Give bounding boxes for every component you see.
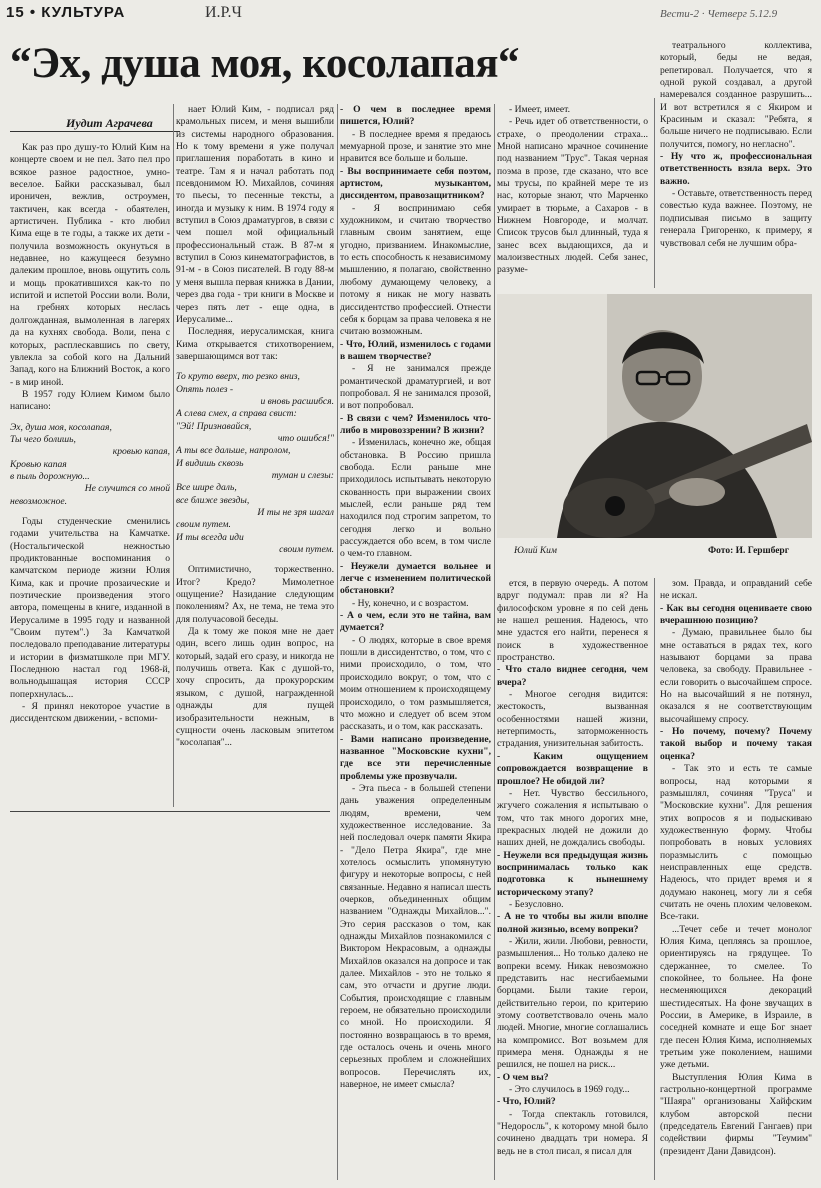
article-paragraph: - Тогда спектакль готовился, "Недоросль", к которому мной было сочинено двадцать три номера. Я ведь не в стол писал, я писал для	[497, 1108, 648, 1157]
interview-question: - Вы воспринимаете себя поэтом, артистом, музыкантом, диссидентом, правозащитником?	[340, 165, 491, 202]
article-paragraph: театрального коллектива, который, беды не ведая, репетировал. Получается, что я одной рукой создавал, а другой намеревался созданное разрушить... И вот встретился я с Якиром и Красиным и сказал: "Ребята, я больше ничего не подписываю. Если получится, помогу, но негласно".	[660, 40, 812, 150]
poem-line: И видишь сквозь	[176, 457, 244, 469]
poem-line: своим путем.	[176, 519, 231, 531]
article-paragraph: - Безусловно.	[509, 898, 564, 910]
handwritten-note: И.Р.Ч	[205, 4, 242, 21]
interview-question: - А не то чтобы вы жили вполне полной жизнью, всему вопреки?	[497, 911, 648, 935]
column-divider	[494, 104, 495, 1180]
article-paragraph: - Так это и есть те самые вопросы, над которыми я размышлял, сочиняя "Труса" и "Московские кухни". Для решения этих вопросов я и подыскиваю художественную форму. Чтобы попробовать в новых условиях поразмыслить с помощью неисправленных еще средств. Надеюсь, что придет время и я додумаю наконец, могу ли я себя считать не очень плохим человеком. Все-таки.	[660, 763, 812, 923]
poem-line: что ошибся!"	[277, 432, 334, 444]
article-paragraph: Как раз про душу-то Юлий Ким на концерте своем и не пел. Зато пел про всякое разное радостное, умно-веселое. Байки рассказывал, был ироничен, вежлив, остроумен, тактичен, как всегда - обаятелен, артистичен. Публика - кто любил Кима еще в те годы, а также их дети - получила возможность окунуться в недавнее, но кажущееся безумно далеким прошлое, вновь ощутить соль и мощь прокатившихся как-то по испитой и испетой России воли. Воли, на гребнях которых неслась долгожданная, вымоленная в лагерях да на кухнях свобода. Воли, пена с которых, расплескавшись по свету, увлекла за собой кого на Дальний Запад, кого на Ближний Восток, а кого - в мир иной.	[10, 142, 170, 388]
article-paragraph: Годы студенческие сменились годами учительства на Камчатке. (Ностальгической нежностью продиктованные воспоминания о камчатском периоде жизни Юлия Кима, как и прочие прозаические и поэтические произведения этого автора, помещены в книге, изданной в Иерусалиме в 1995 году и названной "Своим путем".) За Камчаткой последовало преподавание литературы и истории в физматшколе при МГУ. Последнюю настал год 1968-й, вольнодышащая история СССР поперхнулась...	[10, 515, 170, 700]
article-paragraph: В 1957 году Юлием Кимом было написано:	[10, 388, 170, 413]
interview-question: - О чем в последнее время пишется, Юлий?	[340, 104, 491, 128]
paragraph-spacer	[176, 363, 334, 371]
yuliy-kim-photo	[497, 294, 812, 538]
article-paragraph: - Я воспринимаю себя художником, и считаю творчество главным своим занятием, еще угодно, призванием. Инакомыслие, то есть способность к независимому мышлению, я полагаю, свойственно любому думающему человеку, а потому я никак не могу назвать диссидентство профессией. Отнести себя к борцам за права человека я не считаю возможным.	[340, 202, 491, 338]
article-column-4-bottom	[497, 578, 648, 1180]
article-paragraph: Да к тому же покоя мне не дает один, всего лишь один вопрос, на который, задай его сразу, и никогда не получишь ответа. Как с душой-то, хочу спросить, да прокурорским языком, с душой, награжденной однажды для пущей изобразительности нежным, в сущности очень ласковым эпитетом "косолапая"...	[176, 626, 334, 749]
interview-question: - Что стало виднее сегодня, чем вчера?	[497, 664, 648, 688]
poem-line: И ты не зря шагал	[257, 507, 334, 518]
interview-question: - Вами написано произведение, названное "Московские кухни", где все эти перечисленные проблемы уже прозвучали.	[340, 733, 491, 782]
article-paragraph: - Речь идет об ответственности, о страхе, о преодолении страха... Мной написано мрачное сочинение под названием "Трус". Такая черная поэма в прозе, где сказано, что все мы трусы, по крайней мере те из нас, которые знают, что Марченко умирает в тюрьме, а Сахаров - в Нижнем Новгороде, и молчат. Список трусов был длинный, туда я занес всех выдающихся, да и малоизвестных людей. Себя занес, разуме-	[497, 116, 648, 276]
article-author: Иудит Аграчева	[66, 116, 153, 130]
author-divider	[10, 131, 180, 132]
poem-line: А слева смех, а справа свист:	[176, 408, 297, 420]
article-paragraph: - Я не занимался прежде романтической драматургией, и вот попробовал. Я не занимался прозой, и вот попробовал.	[340, 363, 491, 412]
article-column-1	[10, 142, 170, 807]
column-divider	[173, 104, 174, 807]
paragraph-spacer	[176, 556, 334, 564]
column-divider	[654, 98, 655, 288]
article-paragraph: нает Юлий Ким, - подписал ряд крамольных писем, и меня вышибли из системы народного образования. Но к тому времени я уже получал приглашения поработать в кино и театре. Там я и начал работать под псевдонимом Ю. Михайлов, сочиняя то пьесы, то песенные тексты, а иногда и музыку к ним. В 1974 году я вступил в Союз драматургов, в связи с чем пошел мой официальный профессиональный стаж. В 87-м я вступил в Союз кинематографистов, в 91-м - в Союз писателей. В году 88-м у меня вышла первая книжка в Дании, через два года - три книги в Москве и через пять лет - еще одна, в Иерусалиме...	[176, 104, 334, 325]
article-paragraph: ется, в первую очередь. А потом вдруг подумал: прав ли я? На философском уровне я по сей день не нашел решения. Надеюсь, что мне удастся его найти, перенеся я поиск в художественное пространство.	[497, 578, 648, 664]
article-paragraph: - Имеет, имеет.	[509, 104, 570, 115]
guitarist-illustration	[497, 294, 812, 538]
article-column-2	[176, 104, 334, 807]
interview-question: - Что, Юлий, изменилось с годами в вашем творчестве?	[340, 338, 491, 362]
poem-line: А ты все дальше, напролом,	[176, 445, 291, 457]
page-number: 15 • КУЛЬТУРА	[6, 4, 126, 21]
interview-question: - Ну что ж, профессиональная ответственность взяла верх. Это важно.	[660, 151, 812, 187]
article-column-5-bottom	[660, 578, 812, 1180]
poem-line: Не случится со мной	[84, 483, 170, 495]
page-header	[0, 0, 821, 34]
interview-question: - А о чем, если это не тайна, вам думается?	[340, 610, 491, 634]
poem-line: невозможное.	[10, 495, 68, 507]
poem-line: все ближе звезды,	[176, 494, 250, 506]
article-paragraph: Последняя, иерусалимская, книга Кима открывается стихотворением, завершающимся вот так:	[176, 326, 334, 362]
article-column-5-top	[660, 40, 812, 288]
photo-credit: Фото: И. Гершберг	[708, 546, 790, 556]
column-divider	[337, 104, 338, 1180]
poem-line: Ты чего болишь,	[10, 433, 76, 445]
article-paragraph: - В последнее время я предаюсь мемуарной прозе, и занятие это мне нравится все больше и больше.	[340, 128, 491, 165]
article-paragraph: - Эта пьеса - в большей степени дань уважения определенным людям, времени, чем художественное исследование. За ней последовал очерк памяти Якира - "Дело Петра Якира", где мне хотелось осмыслить упомянутую фигуру и некоторые вопросы, с ней связанные. Недавно я написал шесть очерков, объединенных общим названием "Однажды Михайлов...". Это серия рассказов о том, как однажды Михайлов познакомился с Виктором Некрасовым, а однажды Михайлов оказался на допросе и так далее. Михайлов - это не только я сам, это отчасти и другие люди. События, происходящие с главным героем, не обязательно происходили со мной. Но происходили. Я постоянно возвращаюсь в то время, где осталось очень и очень много серьезных проблем и сложнейших вопросов. Перечислять их, наверное, не имеет смысла?	[340, 782, 491, 1091]
article-paragraph: - Нет. Чувство бессильного, жгучего сожаления я испытываю о том, что так много дорогих мне, прекрасных людей не дожили до наших дней, не дождались свободы.	[497, 787, 648, 849]
interview-question: - В связи с чем? Изменилось что-либо в мировоззрении? В жизни?	[340, 412, 491, 436]
article-paragraph: зом. Правда, и оправданий себе не искал.	[660, 578, 812, 602]
article-paragraph: ...Течет себе и течет монолог Юлия Кима, цепляясь за прошлое, ориентируясь на грядущее. То сдержаннее, то смелее. То спокойнее, то больнее. На фоне несменяющихся декораций шестидесятых. На фоне звучащих в России, в Америке, в Израиле, в соседней комнате и еще Бог знает где песен Юлия Кима, исполняемых третьим уже поколением, нашими уже детьми.	[660, 923, 812, 1071]
column-divider	[654, 578, 655, 1180]
article-paragraph: Оптимистично, торжественно. Итог? Кредо? Мимолетное ощущение? Назидание следующим поколениям? Ах, не тема, не тема это для получасовой беседы.	[176, 564, 334, 625]
poem-line: своим путем.	[279, 544, 334, 556]
article-column-4-top	[497, 104, 648, 288]
poem-line: Кровью капая	[10, 458, 67, 470]
section-divider	[10, 811, 330, 812]
poem-line: То круто вверх, то резко вниз,	[176, 371, 300, 383]
interview-question: - Что, Юлий?	[497, 1096, 556, 1108]
poem-line: И ты всегда иди	[176, 531, 244, 543]
poem-line: в пыль дорожную...	[10, 470, 90, 482]
article-paragraph: - О людях, которые в свое время пошли в диссидентство, о том, что с ними происходило, о том, что происходило вокруг, о том, что с моим отношением к происходящему происходило, о том размышляется, что можно и следует об всем этом рассказать, и о том, как рассказать.	[340, 634, 491, 733]
article-paragraph: - Я принял некоторое участие в диссидентском движении, - вспоми-	[10, 701, 170, 725]
interview-question: - О чем вы?	[497, 1071, 549, 1083]
poem-line: Опять полез -	[176, 383, 234, 395]
photo-caption: Юлий Ким	[514, 546, 557, 556]
interview-question: - Неужели думается вольнее и легче с изменением политической обстановки?	[340, 560, 491, 597]
article-paragraph: - Изменилась, конечно же, общая обстановка. В Россию пришла свобода. Если раньше мне приходилось испытывать некоторую скованность при выражении своих мыслей, если раньше ряд тем находился под строгим запретом, то сегодня легко и вольно рассуждается обо всем, в том числе о чем-то главном.	[340, 437, 491, 560]
interview-question: - Неужели вся предыдущая жизнь воспринималась только как подготовка к нынешнему историческому этапу?	[497, 849, 648, 898]
poem-line: Эх, душа моя, косолапая,	[10, 421, 112, 433]
newspaper-masthead: Вести-2 · Четверг 5.12.9	[660, 8, 778, 20]
interview-question: - Каким ощущением сопровождается возвращение в прошлое? Не обидой ли?	[497, 750, 648, 787]
interview-question: - Но почему, почему? Почему такой выбор и почему такая оценка?	[660, 726, 812, 762]
article-title: “Эх, душа моя, косолапая“	[10, 40, 519, 87]
poem-line: Все шире даль,	[176, 482, 237, 494]
poem-line: кровью капая,	[112, 446, 170, 458]
poem-line: туман и слезы:	[271, 469, 334, 481]
article-paragraph: - Ну, конечно, и с возрастом.	[352, 597, 469, 609]
paragraph-spacer	[10, 508, 170, 516]
article-paragraph: - Это случилось в 1969 году...	[509, 1084, 630, 1096]
article-paragraph: Выступления Юлия Кима в гастрольно-концертной программе "Шаяра" организованы Хайфским клубом авторской песни (председатель Евгений Гангаев) при содействии фирмы "Теумим" (президент Дани Давидсон).	[660, 1071, 812, 1157]
interview-question: - Как вы сегодня оцениваете свою вчерашнюю позицию?	[660, 602, 812, 627]
poem-line: "Эй! Признавайся,	[176, 420, 252, 432]
poem-line: и вновь расшибся.	[260, 395, 334, 407]
article-paragraph: - Многое сегодня видится: жестокость, вызванная особенностями нашей жизни, нетерпимость, заторможенность страдания, унизительная забитость.	[497, 689, 648, 750]
article-paragraph: - Думаю, правильнее было бы мне оставаться в рядах тех, кого называют борцами за права человека, за свободу. Правильнее - если говорить о высочайшем спросе. Но на высочайший я не потянул, оказался я не соответствующим высочайшему спросу.	[660, 627, 812, 725]
article-column-3	[340, 104, 491, 1180]
article-paragraph: - Жили, жили. Любови, ревности, размышления... Но только далеко не вопреки всему. Никак невозможно представить нас несгибаемыми борцами. Были такие герои, действительно герои, по критерию этому соответствовало очень мало людей. Многие, многие соглашались на компромисс. Вот возьмем для примера меня. Однажды я не решился, не пошел на риск...	[497, 935, 648, 1071]
article-paragraph: - Оставьте, ответственность перед совестью куда важнее. Поэтому, не подписывая письмо в защиту генерала Григоренко, к примеру, я чувствовал себя не лучшим обра-	[660, 188, 812, 249]
paragraph-spacer	[10, 414, 170, 422]
